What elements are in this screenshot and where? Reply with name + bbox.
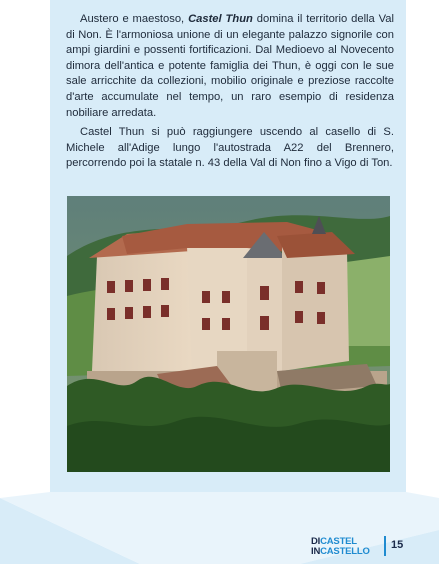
paragraph-1-text: domina il territorio della Val di Non. È l'armoniosa unione di un elegante palazzo signorile con ampi giardini e possenti fortificazioni. Dal Medioevo al Novecento dimora dell'antica e potente famiglia dei Thun, è oggi con le sue sale arricchite da collezioni, mobilio originale e preziose raccolte d'arte accumulate nel tempo, un raro esempio di residenza nobiliare arredata. [66, 13, 394, 119]
logo-text-in: IN [311, 545, 321, 557]
article-text [66, 12, 394, 176]
publication-logo [311, 537, 385, 557]
footer-divider [384, 536, 386, 556]
page-number: 15 [391, 539, 404, 551]
paragraph-1-lead: Austero e maestoso, [80, 13, 189, 25]
logo-line-2 [311, 547, 385, 557]
logo-text-castel: CASTEL [320, 536, 357, 547]
castle-name: Castel Thun [188, 13, 253, 25]
paragraph-2: Castel Thun si può raggiungere uscendo al casello di S. Michele all'Adige lungo l'autostrada A22 del Brennero, percorrendo poi la statale n. 43 della Val di Non fino a Vigo di Ton. [66, 126, 394, 170]
castle-photo [67, 196, 390, 472]
logo-text-castello: CASTELLO [320, 545, 370, 557]
paragraph-1 [66, 12, 394, 121]
logo-text-di: DI [311, 536, 321, 547]
